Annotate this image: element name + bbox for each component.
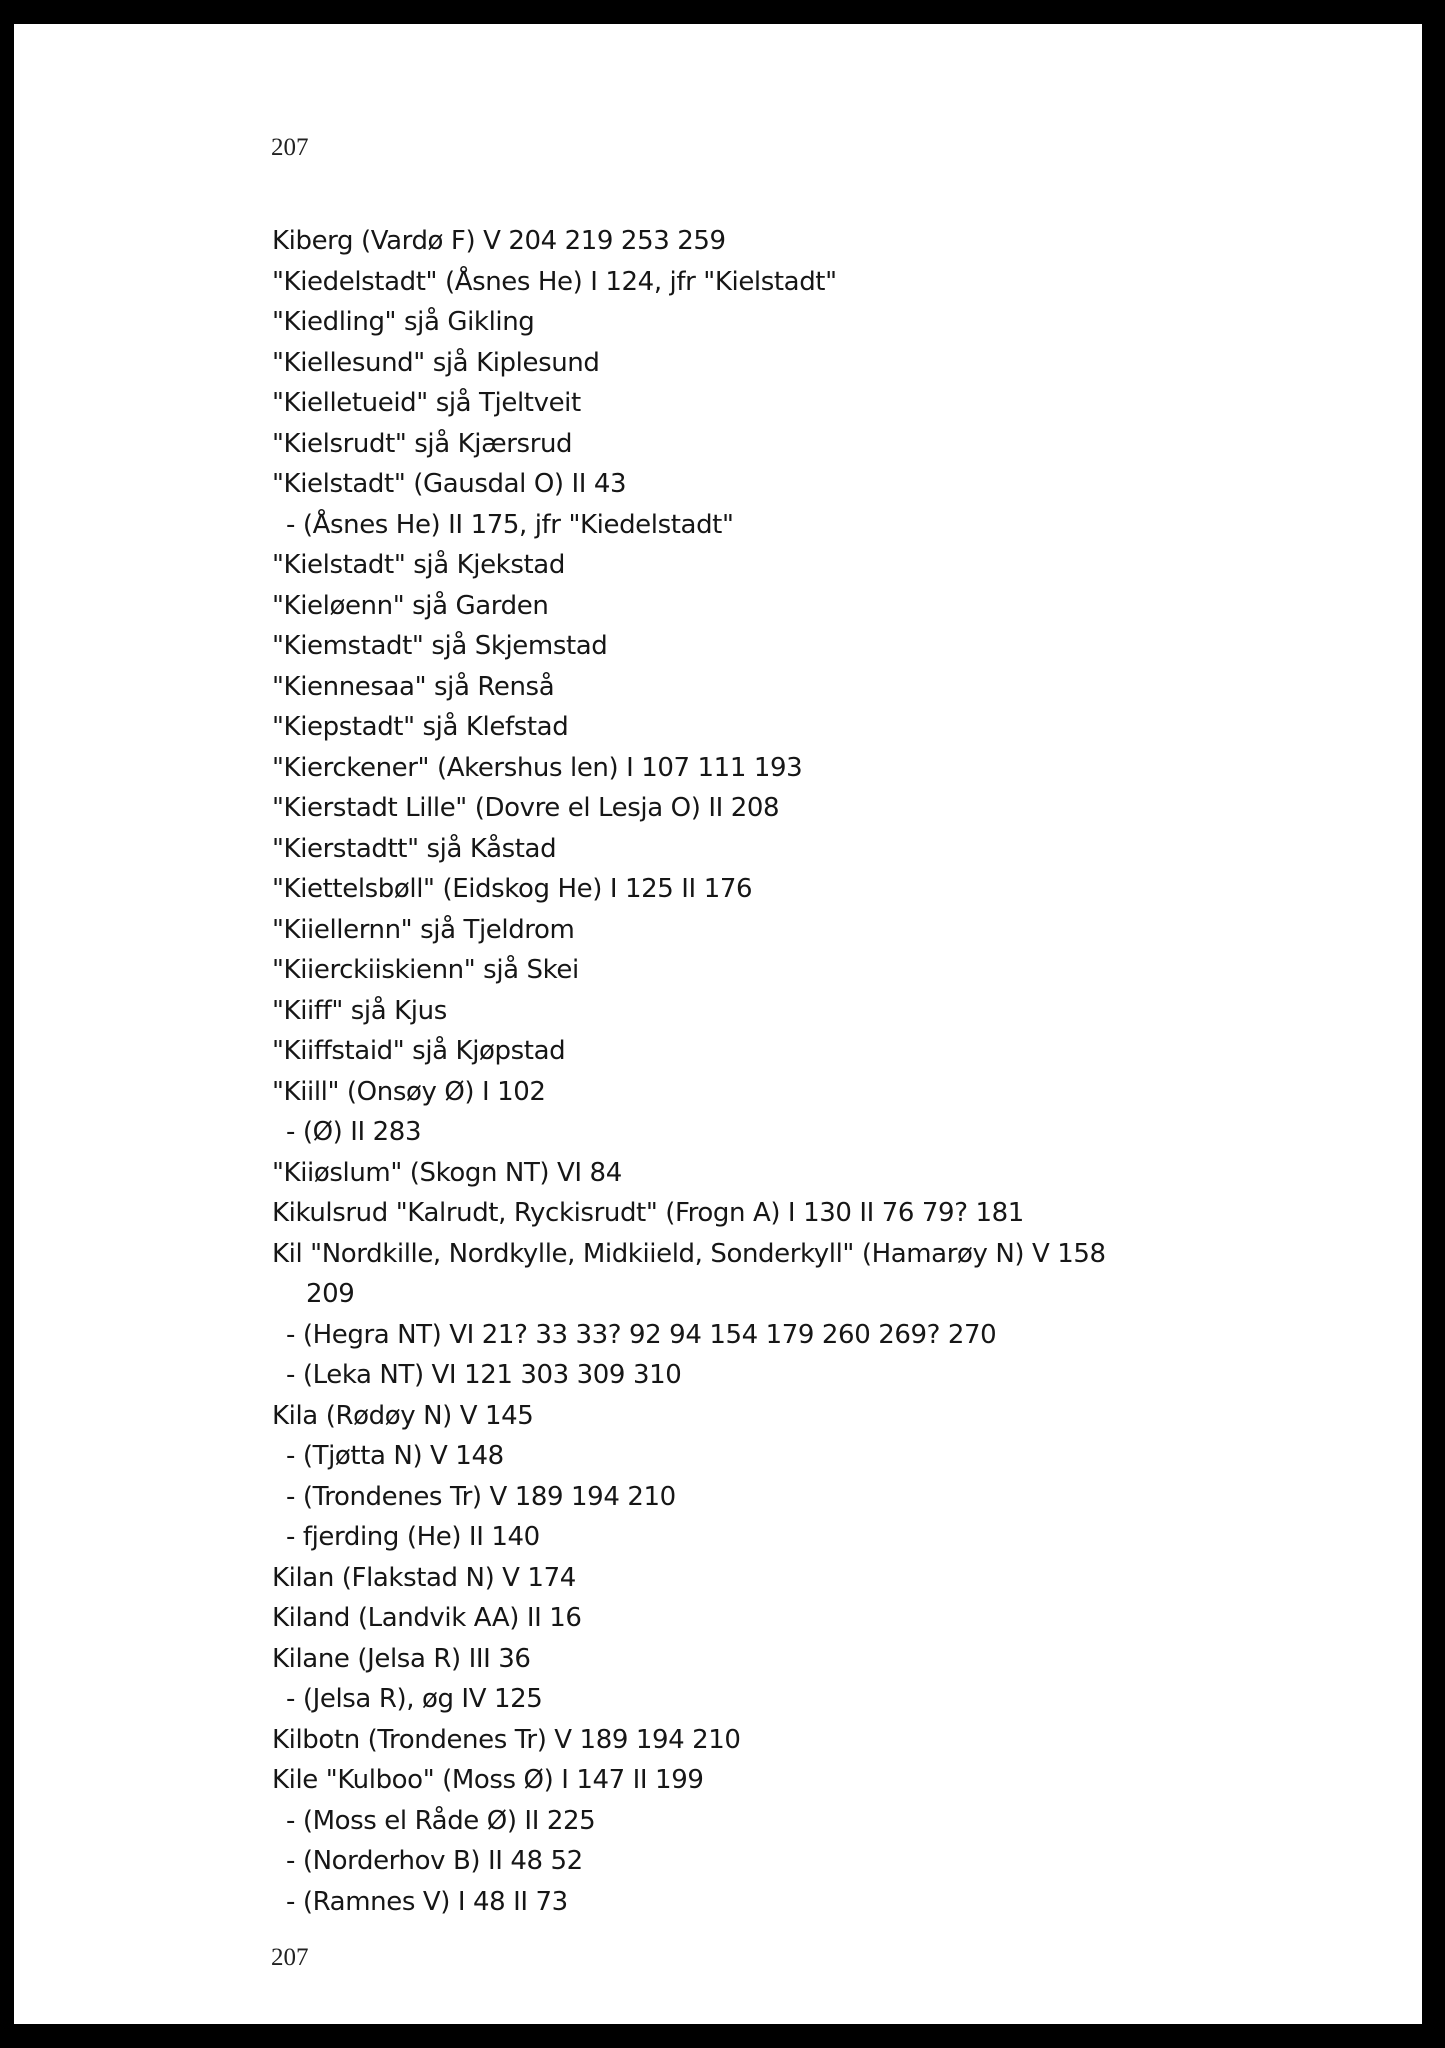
index-entry: "Kiemstadt" sjå Skjemstad xyxy=(272,631,608,661)
index-entry: "Kielletueid" sjå Tjeltveit xyxy=(272,388,581,418)
index-entry: Kilbotn (Trondenes Tr) V 189 194 210 xyxy=(272,1724,741,1755)
index-entry: "Kiill" (Onsøy Ø) I 102 xyxy=(272,1076,546,1107)
index-entry: "Kierckener" (Akershus len) I 107 111 193 xyxy=(272,752,803,783)
index-subentry: - (Trondenes Tr) V 189 194 210 xyxy=(286,1481,676,1512)
index-entry: Kiberg (Vardø F) V 204 219 253 259 xyxy=(272,226,726,256)
index-entry: "Kielstadt" sjå Kjekstad xyxy=(272,550,565,580)
index-entry: "Kiettelsbøll" (Eidskog He) I 125 II 176 xyxy=(272,874,753,904)
index-subentry: - (Ø) II 283 xyxy=(286,1117,422,1147)
index-entry: "Kiedling" sjå Gikling xyxy=(272,307,535,337)
index-entry: "Kiepstadt" sjå Klefstad xyxy=(272,712,569,742)
index-subentry: - (Jelsa R), øg IV 125 xyxy=(286,1684,543,1714)
index-entry: Kikulsrud "Kalrudt, Ryckisrudt" (Frogn A) I 130 II 76 79? 181 xyxy=(272,1198,1024,1228)
index-entry: "Kierstadtt" sjå Kåstad xyxy=(272,833,557,864)
index-entry-continuation: 209 xyxy=(306,1279,355,1309)
index-entry: "Kiiøslum" (Skogn NT) VI 84 xyxy=(272,1157,622,1188)
index-subentry: - (Hegra NT) VI 21? 33 33? 92 94 154 179 260 269? 270 xyxy=(286,1319,997,1350)
index-entry: "Kielstadt" (Gausdal O) II 43 xyxy=(272,469,627,499)
index-entry: "Kiiffstaid" sjå Kjøpstad xyxy=(272,1036,566,1066)
index-entry: "Kiedelstadt" (Åsnes He) I 124, jfr "Kielstadt" xyxy=(272,266,837,297)
page-number-top: 207 xyxy=(271,134,309,161)
index-subentry: - (Åsnes He) II 175, jfr "Kiedelstadt" xyxy=(286,509,734,540)
index-entry: "Kiiff" sjå Kjus xyxy=(272,995,447,1026)
index-entry: Kil "Nordkille, Nordkylle, Midkiield, Sonderkyll" (Hamarøy N) V 158 xyxy=(272,1238,1106,1269)
index-entry: "Kieløenn" sjå Garden xyxy=(272,590,549,621)
index-entry: Kile "Kulboo" (Moss Ø) I 147 II 199 xyxy=(272,1765,704,1795)
index-entry: Kilan (Flakstad N) V 174 xyxy=(272,1562,576,1593)
index-entry: "Kierstadt Lille" (Dovre el Lesja O) II 208 xyxy=(272,793,780,823)
index-entry: "Kielsrudt" sjå Kjærsrud xyxy=(272,428,573,459)
index-subentry: - fjerding (He) II 140 xyxy=(286,1522,540,1552)
index-entry-list xyxy=(272,221,1106,1922)
index-subentry: - (Leka NT) VI 121 303 309 310 xyxy=(286,1360,682,1390)
page-number-bottom: 207 xyxy=(271,1944,309,1971)
index-entry: Kilane (Jelsa R) III 36 xyxy=(272,1643,531,1674)
document-page xyxy=(14,24,1422,2024)
index-entry: "Kiennesaa" sjå Renså xyxy=(272,671,555,702)
index-subentry: - (Norderhov B) II 48 52 xyxy=(286,1846,583,1876)
index-entry: "Kiierckiiskienn" sjå Skei xyxy=(272,955,579,985)
index-entry: Kiland (Landvik AA) II 16 xyxy=(272,1603,582,1633)
index-entry: "Kiellesund" sjå Kiplesund xyxy=(272,347,600,378)
index-entry: "Kiiellernn" sjå Tjeldrom xyxy=(272,914,575,945)
index-subentry: - (Tjøtta N) V 148 xyxy=(286,1441,504,1471)
index-subentry: - (Moss el Råde Ø) II 225 xyxy=(286,1805,596,1836)
index-subentry: - (Ramnes V) I 48 II 73 xyxy=(286,1886,568,1917)
index-entry: Kila (Rødøy N) V 145 xyxy=(272,1400,534,1431)
